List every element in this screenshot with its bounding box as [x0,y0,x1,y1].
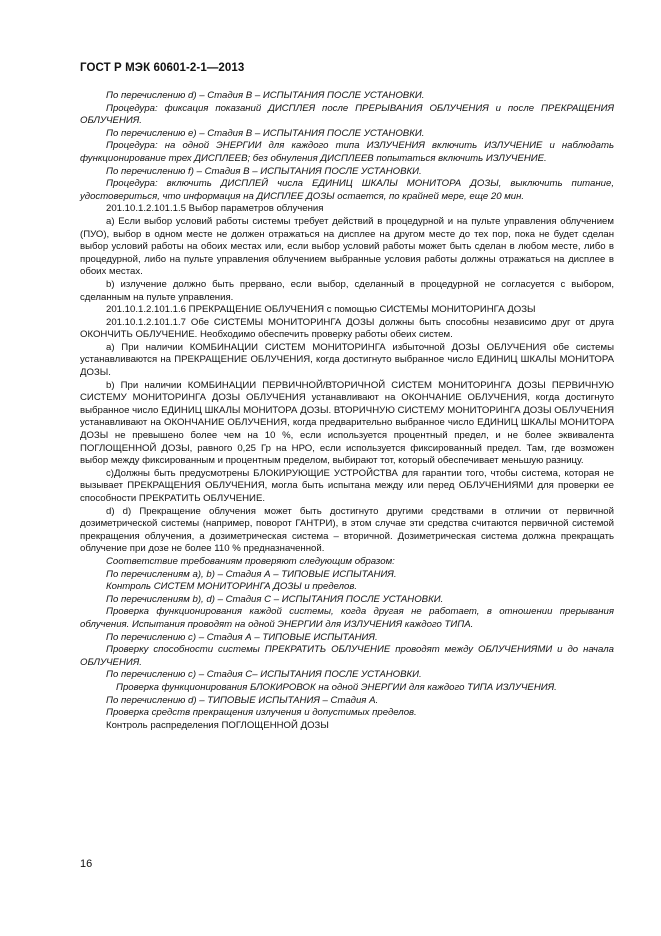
paragraph: c)Должны быть предусмотрены БЛОКИРУЮЩИЕ УСТРОЙСТВА для гарантии того, чтобы система, которая не вызывает ПРЕКРАЩЕНИЯ ОБЛУЧЕНИЯ, могла быть испытана между или перед ОБЛУЧЕНИЯМИ для проверки ее способности ПРЕКРАТИТЬ ОБЛУЧЕНИЕ. [80,467,614,504]
paragraph: Проверку способности системы ПРЕКРАТИТЬ ОБЛУЧЕНИЕ проводят между ОБЛУЧЕНИЯМИ и до начала ОБЛУЧЕНИЯ. [80,644,614,668]
paragraph: b) При наличии КОМБИНАЦИИ ПЕРВИЧНОЙ/ВТОРИЧНОЙ СИСТЕМ МОНИТОРИНГА ДОЗЫ ПЕРВИЧНУЮ СИСТЕМУ МОНИТОРИНГА ДОЗЫ ОБЛУЧЕНИЯ устанавливают на ОКОНЧАНИЕ ОБЛУЧЕНИЯ, когда достигнуто выбранное число ЕДИНИЦ ШКАЛЫ МОНИТОРА ДОЗЫ. ВТОРИЧНУЮ СИСТЕМУ МОНИТОРИНГА ДОЗЫ ОБЛУЧЕНИЯ устанавливают на ОКОНЧАНИЕ ОБЛУЧЕНИЯ, когда предварительно выбранное число ЕДИНИЦ ШКАЛЫ МОНИТОРА ДОЗЫ не превышено более чем на 10 %, если используется процентный предел, и не более эквивалента ПОГЛОЩЕННОЙ ДОЗЫ, равного 0,25 Гр на НРО, если используется фиксированный предел. Там, где возможен выбор между фиксированным и процентным пределом, выбирают тот, который обеспечивает меньшую разницу. [80,379,614,467]
paragraph: Процедура: фиксация показаний ДИСПЛЕЯ после ПРЕРЫВАНИЯ ОБЛУЧЕНИЯ и после ПРЕКРАЩЕНИЯ ОБЛУЧЕНИЯ. [80,102,614,127]
paragraph: Контроль СИСТЕМ МОНИТОРИНГА ДОЗЫ и пределов. [106,581,357,593]
paragraph: Процедура: включить ДИСПЛЕЙ числа ЕДИНИЦ ШКАЛЫ МОНИТОРА ДОЗЫ, выключить питание, удостовериться, что информация на ДИСПЛЕЕ ДОЗЫ остается, по крайней мере, еще 20 мин. [80,178,614,202]
paragraph: По перечислениям а), b) – Стадия А – ТИПОВЫЕ ИСПЫТАНИЯ. [106,568,397,580]
paragraph: а) Если выбор условий работы системы требует действий в процедурной и на пульте управления облучением (ПУО), выбор в одном месте не должен отражаться на дисплее на другом месте до тех пор, пока не будет сделан выбор условий работы на обоих местах или, если выбор условий работы может быть сделан в любом месте, либо в процедурной, либо на пульте управления облучением выбранные условия работы должны отражаться на дисплее в обоих местах. [80,215,614,278]
paragraph: По перечислению c) – Стадия С– ИСПЫТАНИЯ ПОСЛЕ УСТАНОВКИ. [106,669,422,681]
paragraph: d) d) Прекращение облучения может быть достигнуто другими средствами в отличии от первичной дозиметрической системы (например, поворот ГАНТРИ), в этом случае эти средства считаются первичной системой прекращения облучения, а дозиметрическая система – вторичной. Дозиметрическая система должна прекращать облучение при дозе не более 110 % предназначенной. [80,505,614,555]
paragraph: Проверка функционирования каждой системы, когда другая не работает, в отношении прерывания облучения. Испытания проводят на одной ЭНЕРГИИ для ИЗЛУЧЕНИЯ каждого ТИПА. [80,606,614,630]
page-number: 16 [80,858,93,870]
paragraph: Процедура: на одной ЭНЕРГИИ для каждого типа ИЗЛУЧЕНИЯ включить ИЗЛУЧЕНИЕ и наблюдать функционирование трех ДИСПЛЕЕВ; без обнуления ДИСПЛЕЕВ попытаться включить ИЗЛУЧЕНИЕ. [80,140,614,164]
document-body [80,90,614,732]
paragraph: По перечислениям b), d) – Стадия С – ИСПЫТАНИЯ ПОСЛЕ УСТАНОВКИ. [106,593,444,605]
paragraph: По перечислению d) – Стадия В – ИСПЫТАНИЯ ПОСЛЕ УСТАНОВКИ. [106,90,425,101]
paragraph: 201.10.1.2.101.1.6 ПРЕКРАЩЕНИЕ ОБЛУЧЕНИЯ с помощью СИСТЕМЫ МОНИТОРИНГА ДОЗЫ [106,304,536,316]
paragraph: b) излучение должно быть прервано, если выбор, сделанный в процедурной не согласуется с выбором, сделанным на пульте управления. [80,278,614,303]
paragraph: 201.10.1.2.101.1.7 Обе СИСТЕМЫ МОНИТОРИНГА ДОЗЫ должны быть способны независимо друг от друга ОКОНЧИТЬ ОБЛУЧЕНИЕ. Необходимо обеспечить проверку работы обеих систем. [80,316,614,341]
paragraph: а) При наличии КОМБИНАЦИИ СИСТЕМ МОНИТОРИНГА избыточной ДОЗЫ ОБЛУЧЕНИЯ обе системы устанавливаются на ПРЕКРАЩЕНИЕ ОБЛУЧЕНИЯ, когда достигнуто выбранное число ЕДИНИЦ ШКАЛЫ МОНИТОРА ДОЗЫ. [80,341,614,379]
paragraph: По перечислению f) – Стадия В – ИСПЫТАНИЯ ПОСЛЕ УСТАНОВКИ. [106,165,422,177]
paragraph: По перечислению e) – Стадия В – ИСПЫТАНИЯ ПОСЛЕ УСТАНОВКИ. [106,127,425,139]
paragraph: По перечислению d) – ТИПОВЫЕ ИСПЫТАНИЯ – Стадия А. [106,694,379,706]
paragraph: 201.10.1.2.101.1.5 Выбор параметров облучения [106,203,324,215]
paragraph: По перечислению c) – Стадия А – ТИПОВЫЕ ИСПЫТАНИЯ. [106,631,378,643]
paragraph: Проверка средств прекращения излучения и допустимых пределов. [106,707,417,719]
paragraph: Соответствие требованиям проверяют следующим образом: [106,555,395,567]
document-header-title: ГОСТ Р МЭК 60601-2-1—2013 [80,62,245,74]
paragraph: Проверка функционирования БЛОКИРОВОК на одной ЭНЕРГИИ для каждого ТИПА ИЗЛУЧЕНИЯ. [116,681,557,693]
paragraph: Контроль распределения ПОГЛОЩЕННОЙ ДОЗЫ [106,719,329,731]
